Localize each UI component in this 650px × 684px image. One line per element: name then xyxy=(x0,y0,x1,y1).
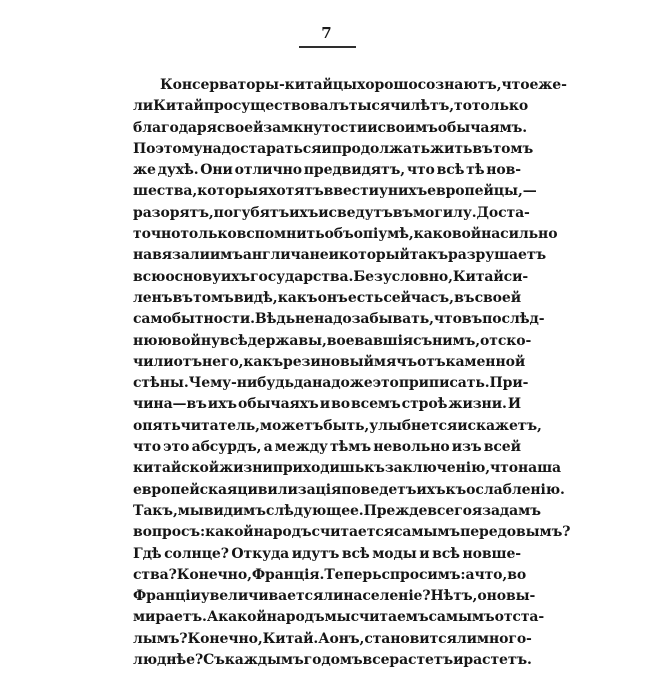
text-line: самобытности. Вѣдь не надо забывать, что въ послѣд- xyxy=(133,311,545,328)
text-line: европейская цивилизація поведетъ ихъ къ ослабленію. xyxy=(133,481,565,498)
text-line: ленъ въ томъ видѣ, какъ онъ есть сейчасъ, въ своей xyxy=(133,289,521,306)
text-line: всю основу ихъ государства. Безусловно, Китай си- xyxy=(133,268,529,285)
text-line: мираетъ. А какой народъ мы считаемъ самымъ отста- xyxy=(133,609,545,626)
text-line: же духѣ. Они отлично предвидятъ, что всѣ тѣ нов- xyxy=(133,162,521,179)
text-line: ли Китай просуществовалъ тысячи лѣтъ, то только xyxy=(133,98,529,115)
text-line: Консерваторы-китайцы хорошо сознаютъ, что еже- xyxy=(160,77,567,93)
text-line: Такъ, мы видимъ слѣдующее. Прежде всего я задамъ xyxy=(133,502,541,519)
text-line: разорятъ, погубятъ ихъ и сведутъ въ могилу. Доста- xyxy=(133,204,530,221)
text-line: благодаря своей замкнутости и своимъ обычаямъ. xyxy=(133,119,528,136)
text-line: ства? Конечно, Франція. Теперь спросимъ: а что, во xyxy=(133,566,527,583)
text-line: точно только вспомнить объ опіумѣ, каковой насильно xyxy=(133,226,558,243)
text-line: китайской жизни приходишь къ заключенію, что наша xyxy=(133,460,562,477)
text-line: Франціи увеличивается ли населеніе? Нѣтъ, оно вы- xyxy=(133,588,536,605)
text-line: нюю войну всѣ державы, воевавшія съ нимъ, отско- xyxy=(133,332,532,349)
text-line: лымъ? Конечно, Китай. А онъ, становится ли много- xyxy=(133,630,532,647)
text-line: навязали имъ англичане и который такъ разрушаетъ xyxy=(133,247,547,264)
text-line: люднѣе? Съ каждымъ годомъ все растетъ и растетъ. xyxy=(133,652,532,669)
text-line: Поэтому надо стараться и продолжать жить въ томъ xyxy=(133,140,534,157)
page-number: 7 xyxy=(321,24,333,42)
text-line: шества, которыя хотятъ ввести у нихъ европейцы,— xyxy=(133,183,537,200)
body-text xyxy=(133,75,571,671)
text-line: опять читатель, можетъ быть, улыбнется и скажетъ, xyxy=(133,417,542,434)
text-line: чили отъ него, какъ резиновый мячъ отъ каменной xyxy=(133,353,526,370)
text-line: стѣны. Чему-нибудь да надо же это приписать. При- xyxy=(133,375,529,392)
page-header xyxy=(133,24,521,48)
text-line: что это абсурдъ, а между тѣмъ невольно изъ всей xyxy=(133,439,521,456)
text-line: вопросъ: какой народъ считается самымъ передовымъ? xyxy=(133,524,571,541)
header-rule xyxy=(299,46,356,48)
text-line: чина—въ ихъ обычаяхъ и во всемъ строѣ жизни. И xyxy=(133,396,521,413)
text-line: Гдѣ солнце? Откуда идутъ всѣ моды и всѣ новше- xyxy=(133,545,521,562)
